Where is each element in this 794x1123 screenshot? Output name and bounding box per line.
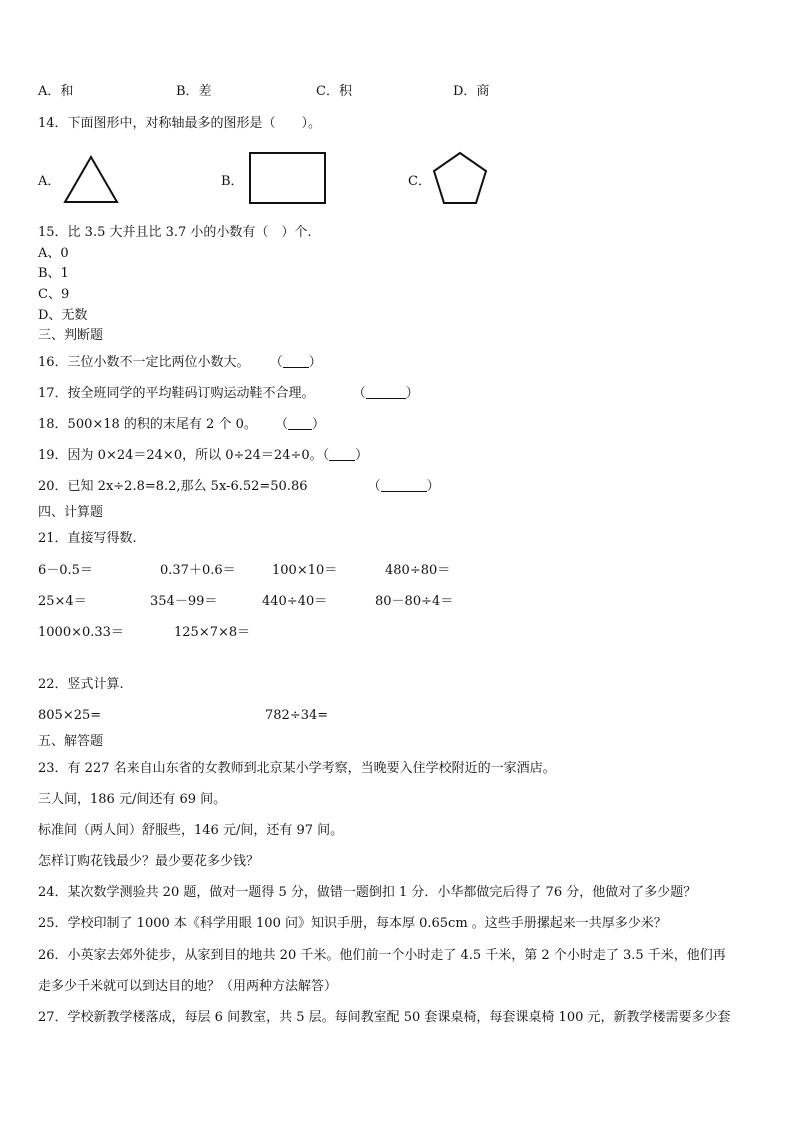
question-27: 27．学校新教学楼落成，每层 6 间教室，共 5 层。每间教室配 50 套课桌椅，每套课桌椅 100 元，新教学楼需要多少套 bbox=[38, 1010, 731, 1025]
option-b-label: B． bbox=[221, 174, 244, 189]
question-23-line: 三人间，186 元/间还有 69 间。 bbox=[38, 792, 227, 807]
pentagon-figure bbox=[432, 151, 488, 205]
option-c-label: C． bbox=[408, 174, 431, 189]
answer-blank[interactable] bbox=[288, 417, 312, 430]
calc-item: 440÷40＝ bbox=[262, 594, 328, 609]
paren-open: （ bbox=[269, 355, 283, 370]
question-26-line: 走多少千米就可以到达目的地？（用两种方法解答） bbox=[38, 979, 338, 994]
calc-item: 80－80÷4＝ bbox=[375, 594, 454, 609]
paren-open: （ bbox=[367, 479, 381, 494]
question-23-line: 23．有 227 名来自山东省的女教师到北京某小学考察，当晚要入住学校附近的一家酒店。 bbox=[38, 761, 556, 776]
calc-item: 100×10＝ bbox=[272, 563, 338, 578]
section-heading-solve: 五、解答题 bbox=[38, 734, 104, 749]
calc-item: 480÷80＝ bbox=[385, 563, 451, 578]
calc-item: 1000×0.33＝ bbox=[38, 625, 124, 640]
answer-blank[interactable] bbox=[283, 355, 309, 368]
question-24: 24．某次数学测验共 20 题，做对一题得 5 分，做错一题倒扣 1 分．小华都做完后得了 76 分，他做对了多少题？ bbox=[38, 885, 697, 900]
question-15-stem: 15．比 3.5 大并且比 3.7 小的小数有（ ）个. bbox=[38, 225, 312, 240]
question-23-line: 怎样订购花钱最少？最少要花多少钱？ bbox=[38, 854, 260, 869]
option-c: C．积 bbox=[316, 84, 352, 99]
calc-item: 354－99＝ bbox=[150, 594, 218, 609]
question-20-text: 20．已知 2x÷2.8=8.2,那么 5x-6.52=50.86 bbox=[38, 479, 308, 494]
calc-item: 782÷34= bbox=[265, 708, 329, 723]
paren-open: （ bbox=[275, 417, 289, 432]
option-a: A．和 bbox=[38, 84, 74, 99]
rectangle-figure bbox=[249, 152, 326, 204]
question-17 bbox=[38, 386, 419, 402]
question-18-text: 18．500×18 的积的末尾有 2 个 0。 bbox=[38, 417, 257, 432]
answer-blank[interactable] bbox=[329, 448, 355, 461]
paren-open: （ bbox=[322, 448, 330, 463]
question-21-stem: 21．直接写得数. bbox=[38, 531, 137, 546]
question-19 bbox=[38, 448, 368, 464]
option-b: B．差 bbox=[176, 84, 212, 99]
question-17-text: 17．按全班同学的平均鞋码订购运动鞋不合理。 bbox=[38, 386, 315, 401]
paren-close: ） bbox=[405, 386, 419, 401]
triangle-figure bbox=[63, 156, 119, 204]
question-16 bbox=[38, 355, 322, 371]
answer-blank[interactable] bbox=[381, 479, 427, 492]
paren-close: ） bbox=[355, 448, 369, 463]
paren-close: ） bbox=[308, 355, 322, 370]
option-d: D．商 bbox=[453, 84, 490, 99]
section-heading-calc: 四、计算题 bbox=[38, 505, 104, 520]
option-a: A、0 bbox=[38, 246, 69, 261]
question-20 bbox=[38, 479, 440, 495]
answer-blank[interactable] bbox=[366, 386, 406, 399]
question-23-line: 标准间（两人间）舒服些，146 元/间，还有 97 间。 bbox=[38, 823, 344, 838]
question-22-stem: 22．竖式计算. bbox=[38, 677, 124, 692]
option-b: B、1 bbox=[38, 266, 69, 281]
question-16-text: 16．三位小数不一定比两位小数大。 bbox=[38, 355, 250, 370]
question-26-line: 26．小英家去郊外徒步，从家到目的地共 20 千米。他们前一个小时走了 4.5 千米，第 2 个小时走了 3.5 千米，他们再 bbox=[38, 948, 726, 963]
question-18 bbox=[38, 417, 325, 433]
question-19-text: 19．因为 0×24＝24×0，所以 0÷24＝24÷0。 bbox=[38, 448, 323, 463]
option-d: D、无数 bbox=[38, 308, 88, 323]
calc-item: 0.37＋0.6＝ bbox=[160, 563, 236, 578]
calc-item: 25×4＝ bbox=[38, 594, 87, 609]
option-a-label: A． bbox=[38, 174, 61, 189]
question-14-stem: 14．下面图形中，对称轴最多的图形是（ ）。 bbox=[38, 116, 322, 131]
paren-close: ） bbox=[426, 479, 440, 494]
paren-open: （ bbox=[352, 386, 366, 401]
calc-item: 125×7×8＝ bbox=[174, 625, 251, 640]
calc-item: 6－0.5＝ bbox=[38, 563, 93, 578]
question-25: 25．学校印制了 1000 本《科学用眼 100 问》知识手册，每本厚 0.65cm 。这些手册摞起来一共厚多少米？ bbox=[38, 916, 667, 931]
section-heading-judge: 三、判断题 bbox=[38, 328, 104, 343]
paren-close: ） bbox=[312, 417, 326, 432]
calc-item: 805×25= bbox=[38, 708, 102, 723]
option-c: C、9 bbox=[38, 287, 70, 302]
